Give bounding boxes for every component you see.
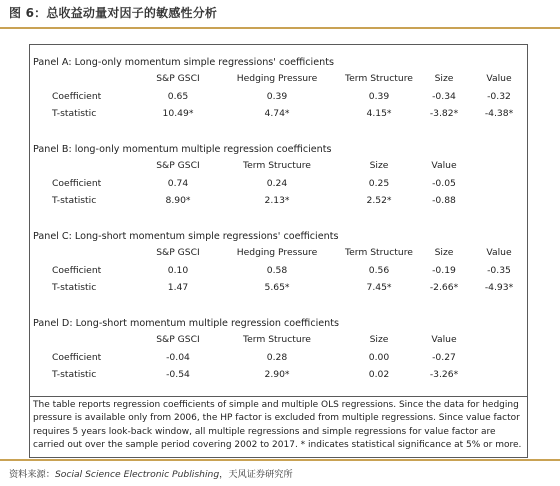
panel-a-row-label-tstat: T-statistic (52, 108, 97, 119)
panel-c-cell: -4.93* (484, 282, 514, 293)
panel-d-cell: 0.28 (266, 352, 288, 363)
panel-b-row-label-tstat: T-statistic (52, 195, 97, 206)
panel-c-cell: -2.66* (429, 282, 459, 293)
panel-c-row-label-tstat: T-statistic (52, 282, 97, 293)
panel-d-header-gsci: S&P GSCI (156, 334, 200, 345)
panel-b-cell: -0.05 (432, 178, 456, 189)
panel-b-cell: 2.13* (264, 195, 290, 206)
panel-a-title: Panel A: Long-only momentum simple regressions' coefficients (33, 57, 334, 68)
panel-a-cell: 0.65 (167, 91, 189, 102)
bottom-accent-rule (0, 459, 560, 461)
panel-b-row-label-coefficient: Coefficient (52, 178, 102, 189)
panel-c-cell: 7.45* (366, 282, 392, 293)
panel-d-cell: -3.26* (429, 369, 459, 380)
panel-b-title: Panel B: long-only momentum multiple regression coefficients (33, 144, 332, 155)
top-accent-rule (0, 27, 560, 29)
table-note: The table reports regression coefficients of simple and multiple OLS regressions. Since the data for hedging pressure is available only from 2006, the HP factor is excluded from multiple regressions. Since value factor requires 5 years look-back window, all multiple regressions and simple regressions for value factor are carried out over the sample period covering 2002 to 2017. * indicates statistical significance at 5% or more. (33, 400, 522, 450)
panel-a-cell: -0.34 (432, 91, 456, 102)
source-publication: Social Science Electronic Publishing (54, 469, 220, 480)
panel-d-header-value: Value (431, 334, 457, 345)
panel-d-cell: -0.27 (432, 352, 456, 363)
panel-b-cell: 0.25 (368, 178, 390, 189)
source-label: 资料来源： (9, 469, 55, 480)
panel-c-header-value: Value (486, 247, 512, 258)
panel-c-header-hedging: Hedging Pressure (236, 247, 318, 258)
panel-c-header-term: Term Structure (345, 247, 413, 258)
panel-d-cell: -0.54 (166, 369, 190, 380)
panel-a-cell: -0.32 (487, 91, 511, 102)
panel-d-cell: 0.00 (368, 352, 390, 363)
panel-d-header-size: Size (369, 334, 389, 345)
panel-b-cell: 2.52* (366, 195, 392, 206)
panel-d-cell: 2.90* (264, 369, 290, 380)
panel-a-header-hedging: Hedging Pressure (236, 73, 318, 84)
panel-c-row-label-coefficient: Coefficient (52, 265, 102, 276)
panel-a-cell: 0.39 (368, 91, 390, 102)
panel-b-cell: 0.74 (167, 178, 189, 189)
panel-c-cell: 0.58 (266, 265, 288, 276)
panel-a-header-term: Term Structure (345, 73, 413, 84)
panel-d-title: Panel D: Long-short momentum multiple regression coefficients (33, 318, 340, 329)
panel-d-row-label-tstat: T-statistic (52, 369, 97, 380)
panel-b-cell: 8.90* (165, 195, 191, 206)
panel-a-row-label-coefficient: Coefficient (52, 91, 102, 102)
panel-c-cell: 0.10 (167, 265, 189, 276)
panel-c-cell: 1.47 (167, 282, 189, 293)
panel-a-cell: 4.15* (366, 108, 392, 119)
panel-b-header-value: Value (431, 160, 457, 171)
panel-c-cell: 0.56 (368, 265, 390, 276)
panel-a-header-gsci: S&P GSCI (156, 73, 200, 84)
panel-a-cell: -4.38* (484, 108, 514, 119)
panel-c-cell: -0.35 (487, 265, 511, 276)
panel-a-cell: 4.74* (264, 108, 290, 119)
panel-b-cell: 0.24 (266, 178, 288, 189)
panel-d-cell: -0.04 (166, 352, 190, 363)
panel-a-header-size: Size (434, 73, 454, 84)
panel-c-cell: 5.65* (264, 282, 290, 293)
panel-b-header-term: Term Structure (243, 160, 311, 171)
panel-c-header-size: Size (434, 247, 454, 258)
panel-d-header-term: Term Structure (243, 334, 311, 345)
panel-a-cell: 0.39 (266, 91, 288, 102)
panel-b-header-gsci: S&P GSCI (156, 160, 200, 171)
panel-c-header-gsci: S&P GSCI (156, 247, 200, 258)
source-line (9, 466, 293, 480)
panel-b-cell: -0.88 (432, 195, 456, 206)
panel-c-title: Panel C: Long-short momentum simple regressions' coefficients (33, 231, 339, 242)
note-divider (29, 396, 528, 397)
panel-c-cell: -0.19 (432, 265, 456, 276)
panel-a-header-value: Value (486, 73, 512, 84)
figure-title: 图 6：总收益动量对因子的敏感性分析 (9, 6, 218, 20)
panel-a-cell: -3.82* (429, 108, 459, 119)
panel-d-cell: 0.02 (368, 369, 390, 380)
panel-b-header-size: Size (369, 160, 389, 171)
panel-d-row-label-coefficient: Coefficient (52, 352, 102, 363)
source-suffix: ，天风证券研究所 (219, 469, 293, 480)
panel-a-cell: 10.49* (162, 108, 194, 119)
